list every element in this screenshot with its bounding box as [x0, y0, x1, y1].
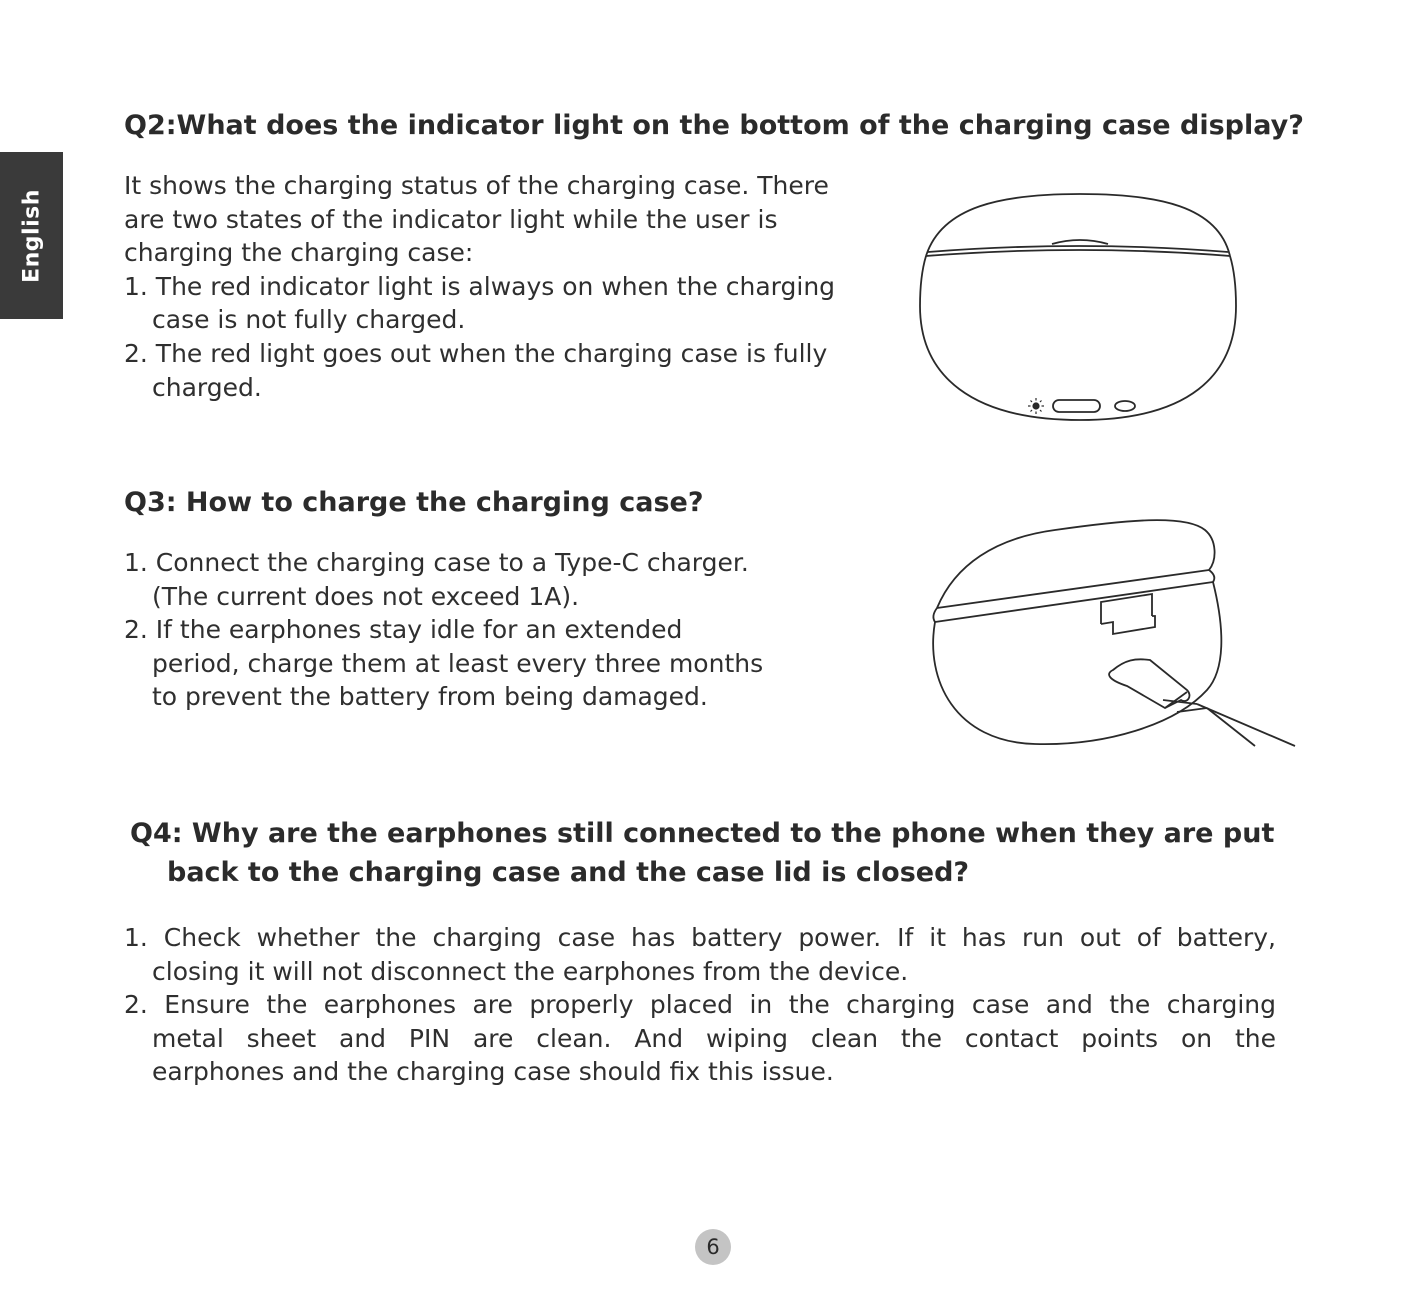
q4-heading-line-1: Q4: Why are the earphones still connected to the phone when they are put — [130, 818, 1275, 849]
q3-list-item-2-cont: period, charge them at least every three months — [152, 648, 764, 678]
q4-heading-line-2: back to the charging case and the case lid is closed? — [167, 857, 970, 888]
page-number-label: 6 — [706, 1235, 720, 1259]
q3-list-item-2-cont: to prevent the battery from being damaged. — [152, 682, 708, 712]
q3-list-item-1: 1. Connect the charging case to a Type-C charger. — [124, 548, 749, 577]
q2-line: It shows the charging status of the charging case. There — [124, 171, 829, 200]
q3-list-item-2: 2. If the earphones stay idle for an extended — [124, 615, 683, 645]
q3-answer — [124, 546, 844, 714]
language-label: English — [19, 188, 44, 283]
language-tab — [0, 152, 63, 319]
q4-list-item-2-cont: earphones and the charging case should fix this issue. — [152, 1057, 834, 1087]
q2-list-item-2: 2. The red light goes out when the charging case is fully — [124, 338, 828, 368]
q2-list-item-1-cont: case is not fully charged. — [152, 305, 466, 335]
q3-heading: Q3: How to charge the charging case? — [124, 487, 704, 518]
q3-list-item-1-cont: (The current does not exceed 1A). — [152, 581, 580, 611]
q2-line: are two states of the indicator light while the user is — [124, 204, 778, 234]
q4-list-item-1-cont: closing it will not disconnect the earphones from the device. — [152, 956, 909, 986]
q2-line: charging the charging case: — [124, 238, 474, 268]
q4-list-item-1: 1. Check whether the charging case has battery power. If it has run out of battery, — [124, 923, 1276, 952]
page-number — [695, 1229, 731, 1265]
q2-heading: Q2:What does the indicator light on the bottom of the charging case display? — [124, 110, 1304, 141]
q4-answer — [124, 921, 1276, 1089]
q2-answer — [124, 169, 894, 404]
sun-icon — [1028, 398, 1044, 414]
charging-case-front-illustration — [912, 186, 1248, 432]
charging-case-cable-illustration — [925, 510, 1305, 755]
q2-list-item-2-cont: charged. — [152, 372, 262, 402]
q4-list-item-2-cont: metal sheet and PIN are clean. And wiping clean the contact points on the — [152, 1023, 1276, 1053]
q2-list-item-1: 1. The red indicator light is always on when the charging — [124, 271, 836, 301]
q4-list-item-2: 2. Ensure the earphones are properly placed in the charging case and the charging — [124, 990, 1276, 1020]
